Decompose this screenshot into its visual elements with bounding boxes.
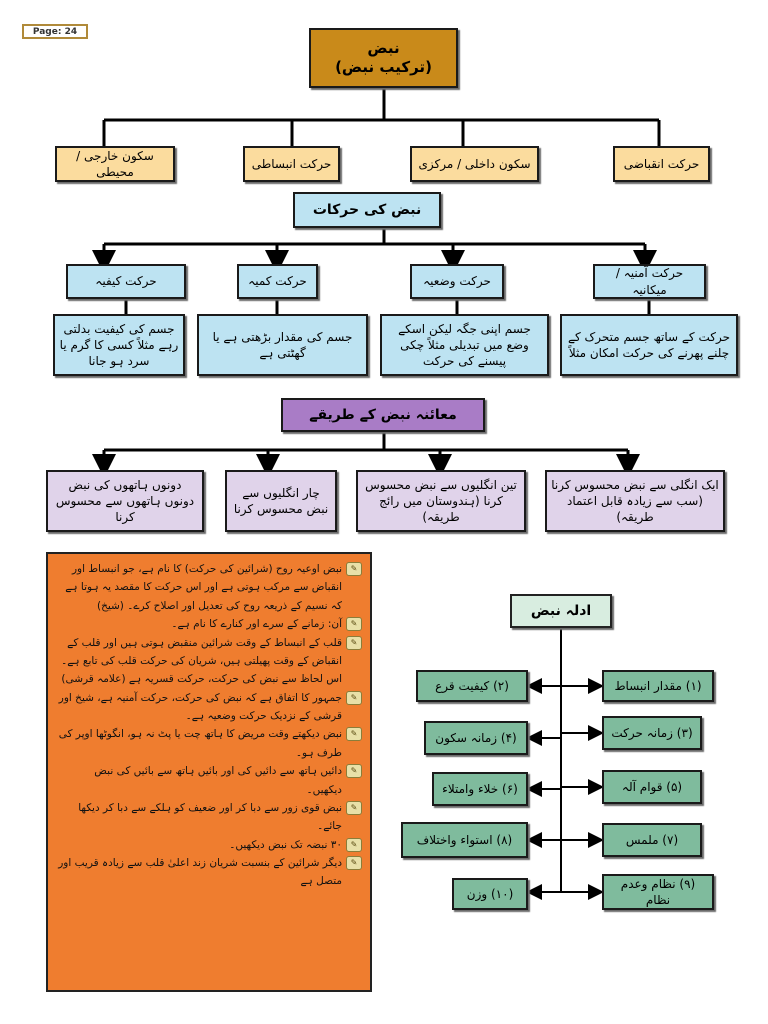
note-item xyxy=(56,836,362,854)
adilla-heading: ادلہ نبض xyxy=(510,594,612,628)
title-line2: (ترکیب نبض) xyxy=(335,58,432,76)
adilla-item: (۵) قوام آلہ xyxy=(602,770,702,804)
note-text: دیگر شرائین کے بنسبت شریان زند اعلیٰ قلب سے زیادہ قریب اور متصل ہے xyxy=(58,857,342,888)
type-box-external: سکون خارجی / محیطی xyxy=(55,146,175,182)
note-bullet-icon: ✎ xyxy=(346,636,362,650)
methods-heading: معائنہ نبض کے طریقے xyxy=(281,398,485,432)
note-bullet-icon: ✎ xyxy=(346,727,362,741)
adilla-item: (۲) کیفیت قرع xyxy=(416,670,528,702)
note-text: جمہور کا اتفاق ہے کہ نبض کی حرکت، حرکت آمنیہ ہے، شیخ اور قرشی کے نزدیک حرکت وضعیہ ہے۔ xyxy=(58,691,342,722)
movement-name: حرکت آمنیہ / میکانیہ xyxy=(593,264,706,299)
note-bullet-icon: ✎ xyxy=(346,764,362,778)
adilla-item: (۹) نظام وعدم نظام xyxy=(602,874,714,910)
note-text: نبض اوعیہ روح (شرائین کی حرکت) کا نام ہے، جو انبساط اور انقباض سے مرکب ہوتی ہے اور اس حرکت کا مقصد یہ ہوتا ہے کہ نسیم کے ذریعہ روح کی تعدیل اور اصلاح کرے۔ (شیخ) xyxy=(65,563,342,612)
movements-heading: نبض کی حرکات xyxy=(293,192,441,228)
note-text: دائیں ہاتھ سے دائیں کی اور بائیں ہاتھ سے بائیں کی نبض دیکھیں۔ xyxy=(94,765,342,796)
note-item xyxy=(56,615,362,633)
adilla-item: (۳) زمانہ حرکت xyxy=(602,716,702,750)
note-item xyxy=(56,689,362,726)
note-item xyxy=(56,762,362,799)
movement-desc: حرکت کے ساتھ جسم متحرک کے چلنے پھرنے کی حرکت امکان مثلاً xyxy=(560,314,738,376)
type-box-expansion: حرکت انبساطی xyxy=(243,146,340,182)
note-bullet-icon: ✎ xyxy=(346,856,362,870)
note-bullet-icon: ✎ xyxy=(346,617,362,631)
movement-desc: جسم کی مقدار بڑھتی ہے یا گھٹتی ہے xyxy=(197,314,368,376)
note-text: نبض قوی زور سے دبا کر اور ضعیف کو ہلکے سے دبا کر دیکھا جائے۔ xyxy=(78,801,342,833)
adilla-item: (۸) استواء واختلاف xyxy=(401,822,528,858)
movement-name: حرکت کیفیہ xyxy=(66,264,186,299)
adilla-item: (۷) ملمس xyxy=(602,823,702,857)
note-item xyxy=(56,634,362,689)
note-text: آن: زمانے کے سرے اور کنارے کا نام ہے۔ xyxy=(171,618,342,631)
movement-desc: جسم کی کیفیت بدلتی رہے مثلاً کسی کا گرم یا سرد ہو جانا xyxy=(53,314,185,376)
note-item xyxy=(56,799,362,836)
adilla-item: (۴) زمانہ سکون xyxy=(424,721,528,755)
movement-name: حرکت کمیہ xyxy=(237,264,318,299)
page-badge: Page: 24 xyxy=(22,24,88,39)
adilla-item: (۶) خلاء وامتلاء xyxy=(432,772,528,806)
method-box: دونوں ہاتھوں کی نبض دونوں ہاتھوں سے محسوس کرنا xyxy=(46,470,204,532)
note-bullet-icon: ✎ xyxy=(346,691,362,705)
movement-desc: جسم اپنی جگہ لیکن اسکے وضع میں تبدیلی مثلاً چکی پیسنے کی حرکت xyxy=(380,314,549,376)
note-text: ۳۰ نبضہ تک نبض دیکھیں۔ xyxy=(229,838,342,851)
note-item xyxy=(56,560,362,615)
method-box: تین انگلیوں سے نبض محسوس کرنا (ہندوستان میں رائج طریقہ) xyxy=(356,470,526,532)
note-item xyxy=(56,725,362,762)
movement-name: حرکت وضعیہ xyxy=(410,264,504,299)
adilla-item: (۱) مقدار انبساط xyxy=(602,670,714,702)
note-bullet-icon: ✎ xyxy=(346,562,362,576)
note-item xyxy=(56,854,362,891)
type-box-internal: سکون داخلی / مرکزی xyxy=(410,146,539,182)
adilla-item: (۱۰) وزن xyxy=(452,878,528,910)
type-box-contraction: حرکت انقباضی xyxy=(613,146,710,182)
method-box: چار انگلیوں سے نبض محسوس کرنا xyxy=(225,470,337,532)
note-bullet-icon: ✎ xyxy=(346,801,362,815)
title-line1: نبض xyxy=(367,38,400,57)
note-text: قلب کے انبساط کے وقت شرائین منقبض ہوتی ہیں اور قلب کے انقباض کے وقت پھیلتی ہیں، شریان کی حرکت قلب کی تابع ہے۔ اس لحاظ سے نبض کی حرکت، حرکت قسریہ ہے (علامہ قرشی) xyxy=(61,636,342,686)
note-bullet-icon: ✎ xyxy=(346,838,362,852)
title-box xyxy=(309,28,458,88)
notes-panel xyxy=(46,552,372,992)
note-text: نبض دیکھتے وقت مریض کا ہاتھ چت یا پٹ نہ ہو، انگوٹھا اوپر کی طرف ہو۔ xyxy=(58,728,342,759)
method-box: ایک انگلی سے نبض محسوس کرنا (سب سے زیادہ قابل اعتماد طریقہ) xyxy=(545,470,725,532)
